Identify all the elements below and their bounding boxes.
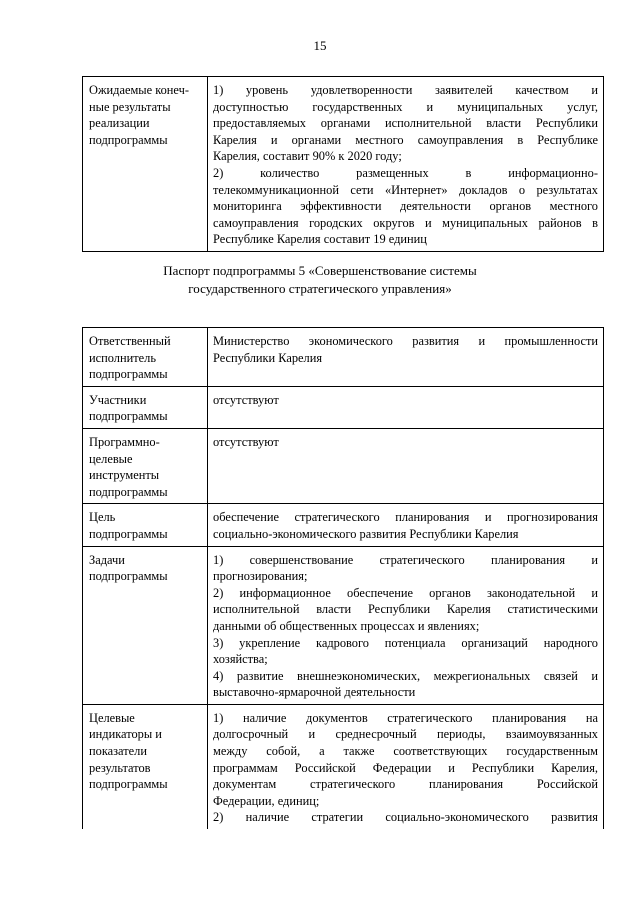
passport-title-line: государственного стратегического управления» (188, 281, 452, 296)
value-line: Карелия и органами местного самоуправления в Республике (213, 132, 598, 147)
value-line: 2) информационное обеспечение органов законодательной и (213, 585, 598, 600)
label-line: Цель (89, 510, 116, 525)
row-value (208, 77, 604, 252)
value-line: предоставляемых органами исполнительной власти Республики (213, 116, 598, 131)
value-line: 3) укрепление кадрового потенциала организаций народного (213, 635, 598, 650)
row-label (83, 386, 208, 428)
row-label (83, 428, 208, 503)
value-line: 2) наличие стратегии социально-экономического развития (213, 810, 598, 825)
value-line: отсутствуют (213, 434, 279, 449)
table-row (83, 704, 604, 829)
value-line: мониторинга эффективности деятельности органов местного (213, 199, 598, 214)
value-line: 1) совершенствование стратегического планирования и (213, 552, 598, 567)
value-line: 1) уровень удовлетворенности заявителей качеством и (213, 83, 598, 97)
passport-table (82, 327, 604, 829)
value-line: прогнозирования; (213, 569, 308, 584)
label-line: результатов (89, 760, 151, 775)
row-value (208, 504, 604, 546)
label-line: ные результаты (89, 99, 171, 114)
value-line: программам Российской Федерации и Республики Карелия, (213, 760, 598, 775)
value-line: Республике Карелия составит 19 единиц (213, 232, 427, 247)
value-line: 1) наличие документов стратегического планирования на (213, 710, 598, 725)
label-line: Участники (89, 392, 147, 407)
value-line: исполнительной власти Республики Карелия статистическими (213, 602, 598, 617)
value-line: данными об общественных процессах и явлениях; (213, 618, 480, 633)
value-line: социально-экономического развития Республики Карелия (213, 526, 519, 541)
row-label (83, 77, 208, 252)
value-line: самоуправления городских округов и муниципальных районов в (213, 215, 598, 230)
label-line: индикаторы и (89, 727, 162, 742)
passport-title-line: Паспорт подпрограммы 5 «Совершенствование системы (163, 263, 477, 278)
row-value (208, 546, 604, 704)
table-row (83, 546, 604, 704)
row-value (208, 386, 604, 428)
label-line: подпрограммы (89, 367, 168, 382)
value-line: обеспечение стратегического планирования и прогнозирования (213, 510, 598, 525)
value-line: отсутствуют (213, 392, 279, 407)
row-label (83, 546, 208, 704)
value-line: выставочно-ярмарочной деятельности (213, 685, 416, 700)
value-line: доступностью государственных и муниципальных услуг, (213, 99, 598, 114)
label-line: подпрограммы (89, 409, 168, 424)
page-number: 15 (313, 38, 327, 53)
value-line: Республики Карелия (213, 350, 323, 365)
label-line: Программно- (89, 434, 160, 449)
label-line: Ответственный (89, 334, 171, 348)
label-line: подпрограммы (89, 569, 168, 584)
row-label (83, 328, 208, 387)
label-line: Целевые (89, 710, 135, 725)
label-line: инструменты (89, 468, 160, 483)
table-row (83, 504, 604, 546)
label-line: целевые (89, 451, 133, 466)
row-value (208, 704, 604, 829)
label-line: Задачи (89, 552, 125, 567)
label-line: подпрограммы (89, 484, 168, 499)
row-label (83, 704, 208, 829)
passport-title (0, 262, 640, 298)
table-row (83, 386, 604, 428)
label-line: Ожидаемые конеч- (89, 83, 189, 97)
label-line: показатели (89, 744, 147, 759)
label-line: подпрограммы (89, 526, 168, 541)
label-line: исполнитель (89, 350, 156, 365)
label-line: подпрограммы (89, 132, 168, 147)
value-line: документам стратегического планирования Российской (213, 777, 598, 792)
value-line: хозяйства; (213, 652, 268, 667)
value-line: Карелия, составит 90% к 2020 году; (213, 149, 402, 164)
value-line: между собой, а также соответствующих государственным (213, 744, 598, 759)
row-value (208, 428, 604, 503)
value-line: долгосрочный и среднесрочный периоды, взаимоувязанных (213, 727, 598, 742)
label-line: подпрограммы (89, 777, 168, 792)
value-line: Министерство экономического развития и промышленности (213, 334, 598, 348)
row-label (83, 504, 208, 546)
expected-results-table (82, 76, 604, 252)
value-line: 4) развитие внешнеэкономических, межрегиональных связей и (213, 668, 598, 683)
table-row (83, 77, 604, 252)
value-line: 2) количество размещенных в информационно- (213, 165, 598, 180)
label-line: реализации (89, 116, 150, 131)
table-row (83, 328, 604, 387)
value-line: Федерации, единиц; (213, 793, 320, 808)
row-value (208, 328, 604, 387)
table-row (83, 428, 604, 503)
value-line: телекоммуникационной сети «Интернет» докладов о результатах (213, 182, 598, 197)
